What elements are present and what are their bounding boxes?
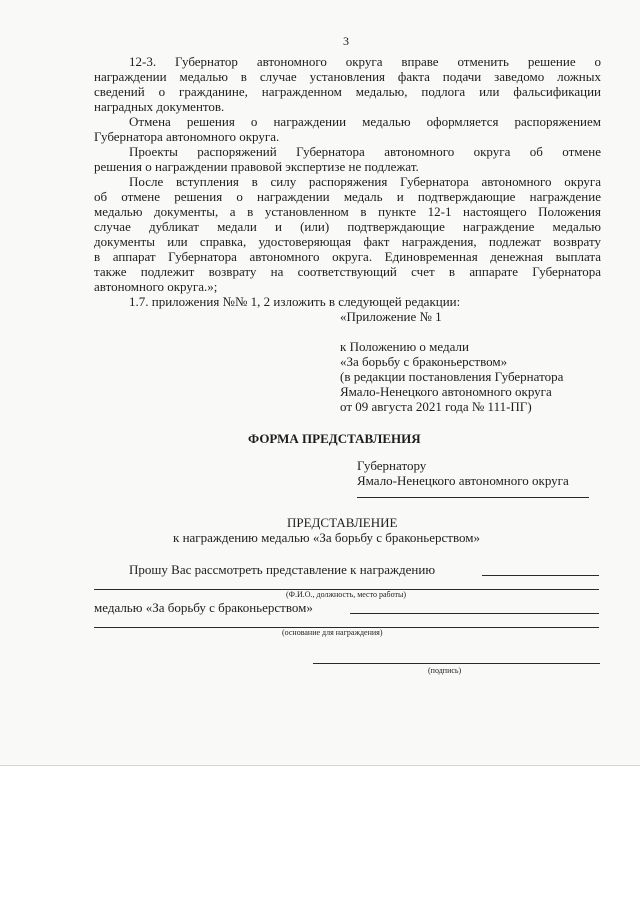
p4-line-4: случае дубликат медали и (или) подтверждающие награждение медалью bbox=[94, 219, 601, 234]
appendix-line-1: к Положению о медали bbox=[340, 339, 469, 354]
appendix-title: «Приложение № 1 bbox=[340, 309, 442, 324]
appendix-line-3: (в редакции постановления Губернатора bbox=[340, 369, 564, 384]
form-heading: ФОРМА ПРЕДСТАВЛЕНИЯ bbox=[248, 431, 421, 446]
p4-line-1: После вступления в силу распоряжения Губернатора автономного округа bbox=[129, 174, 601, 189]
fio-caption: (Ф.И.О., должность, место работы) bbox=[286, 590, 407, 599]
page-number: 3 bbox=[343, 34, 349, 48]
addressee-line-1: Губернатору bbox=[357, 458, 427, 473]
p1-line-1: 12-3. Губернатор автономного округа вправе отменить решение о bbox=[129, 54, 601, 69]
appendix-line-5: от 09 августа 2021 года № 111-ПГ) bbox=[340, 399, 532, 414]
p4-line-3: медалью документы, а в установленном в пункте 12-1 настоящего Положения bbox=[94, 204, 601, 219]
nominee-field-line-1 bbox=[482, 575, 599, 576]
p1-line-4: наградных документов. bbox=[94, 99, 225, 114]
appendix-line-4: Ямало-Ненецкого автономного округа bbox=[340, 384, 552, 399]
addressee-line-2: Ямало-Ненецкого автономного округа bbox=[357, 473, 569, 488]
addressee-underline bbox=[357, 497, 589, 498]
p3-line-2: решения о награждении правовой экспертизе не подлежат. bbox=[94, 159, 419, 174]
p4-line-7: также подлежит возврату на соответствующий счет в аппарате Губернатора bbox=[94, 264, 601, 279]
p4-line-6: в аппарат Губернатора автономного округа. Единовременная денежная выплата bbox=[94, 249, 601, 264]
signature-caption: (подпись) bbox=[428, 666, 462, 675]
p2-line-1: Отмена решения о награждении медалью оформляется распоряжением bbox=[129, 114, 601, 129]
medal-field-line bbox=[350, 613, 599, 614]
p1-line-3: сведений о гражданине, награжденном медалью, подлога или фальсификации bbox=[94, 84, 601, 99]
representation-title: ПРЕДСТАВЛЕНИЕ bbox=[287, 515, 398, 530]
signature-line bbox=[313, 663, 600, 664]
p2-line-2: Губернатора автономного округа. bbox=[94, 129, 280, 144]
basis-caption: (основание для награждения) bbox=[282, 628, 383, 637]
p4-line-2: об отмене решения о награждении медаль и подтверждающие награждение bbox=[94, 189, 601, 204]
appendix-line-2: «За борьбу с браконьерством» bbox=[340, 354, 508, 369]
p4-line-5: документы или справка, удостоверяющая факт награждения, подлежат возврату bbox=[94, 234, 601, 249]
p4-line-8: автономного округа.»; bbox=[94, 279, 218, 294]
representation-subtitle: к награждению медалью «За борьбу с браконьерством» bbox=[173, 530, 480, 545]
medal-text: медалью «За борьбу с браконьерством» bbox=[94, 600, 313, 615]
p5-line-1: 1.7. приложения №№ 1, 2 изложить в следующей редакции: bbox=[129, 294, 461, 309]
p1-line-2: награждении медалью в случае установления факта подачи заведомо ложных bbox=[94, 69, 601, 84]
p3-line-1: Проекты распоряжений Губернатора автономного округа об отмене bbox=[129, 144, 601, 159]
request-text: Прошу Вас рассмотреть представление к награждению bbox=[129, 562, 436, 577]
